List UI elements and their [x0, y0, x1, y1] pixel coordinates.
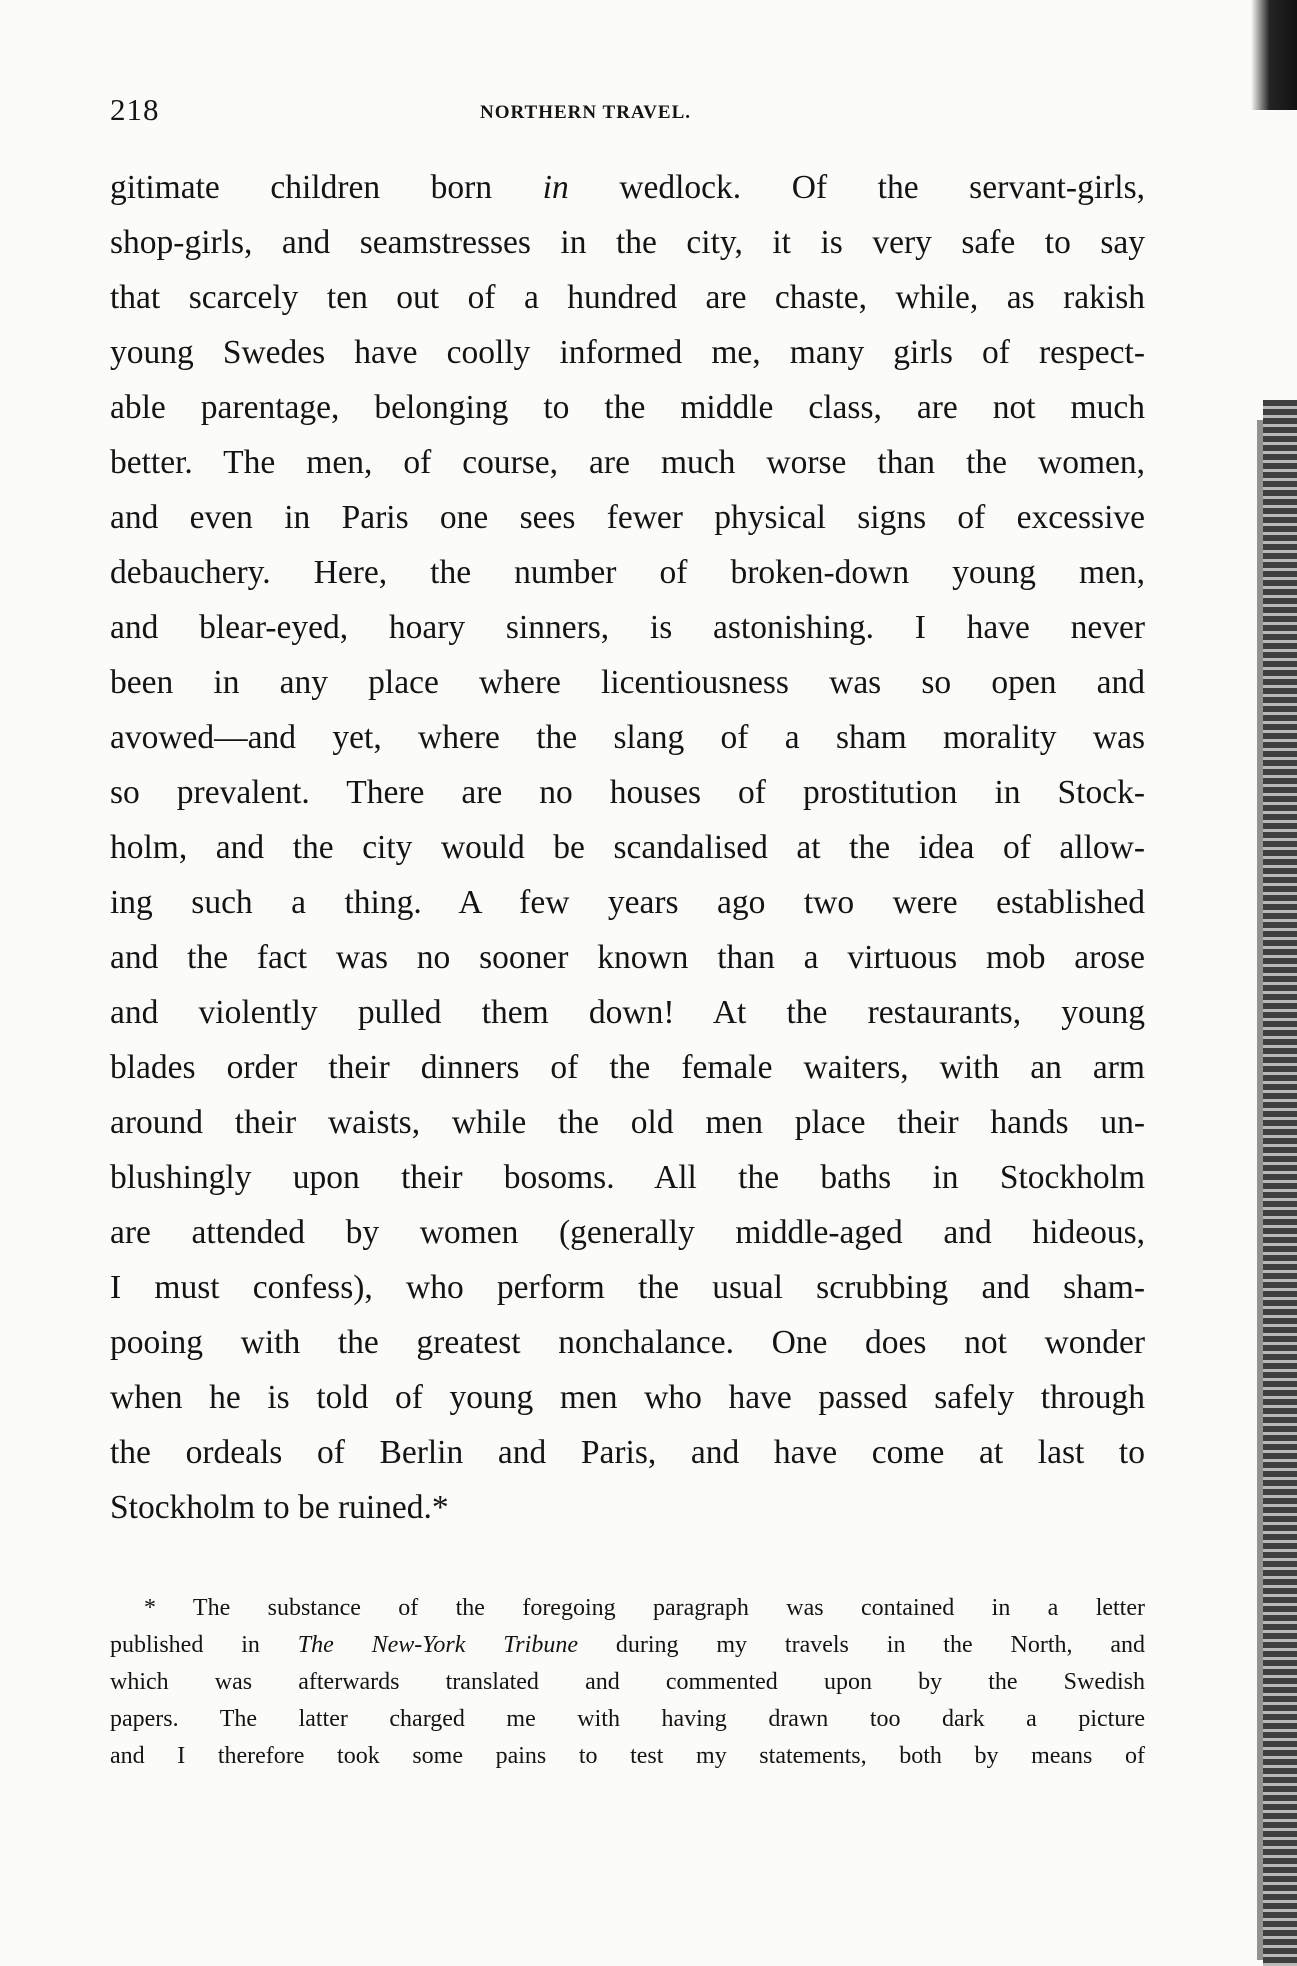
footnote-line: and I therefore took some pains to test my statements, both by means of: [110, 1743, 1145, 1769]
scan-edge-binding-inner: [1257, 420, 1263, 1960]
footnote-line: papers. The latter charged me with having drawn too dark a picture: [110, 1706, 1145, 1732]
text-line: gitimate children born in wedlock. Of the servant-girls,: [110, 169, 1145, 206]
text-line: holm, and the city would be scandalised at the idea of allow-: [110, 829, 1145, 866]
text-line: ing such a thing. A few years ago two were established: [110, 884, 1145, 921]
text-line: blades order their dinners of the female waiters, with an arm: [110, 1049, 1145, 1086]
text-line: Stockholm to be ruined.*: [110, 1489, 449, 1526]
text-line: avowed—and yet, where the slang of a sham morality was: [110, 719, 1145, 756]
text-line: and even in Paris one sees fewer physical signs of excessive: [110, 499, 1145, 536]
text-line: so prevalent. There are no houses of prostitution in Stock-: [110, 774, 1145, 811]
text-line: blushingly upon their bosoms. All the baths in Stockholm: [110, 1159, 1145, 1196]
text-line: young Swedes have coolly informed me, many girls of respect-: [110, 334, 1145, 371]
text-line: around their waists, while the old men place their hands un-: [110, 1104, 1145, 1141]
footnote-line: published in The New-York Tribune during my travels in the North, and: [110, 1632, 1146, 1658]
body-paragraph: [110, 160, 1145, 1535]
page-header: [110, 92, 1150, 132]
footnote: [110, 1590, 1145, 1775]
scan-edge-binding: [1263, 400, 1297, 1966]
text-line: been in any place where licentiousness was so open and: [110, 664, 1145, 701]
text-line: and violently pulled them down! At the restaurants, young: [110, 994, 1145, 1031]
scan-edge-shadow: [1251, 0, 1297, 110]
text-line: debauchery. Here, the number of broken-down young men,: [110, 554, 1145, 591]
text-line: that scarcely ten out of a hundred are chaste, while, as rakish: [110, 279, 1145, 316]
text-line: the ordeals of Berlin and Paris, and have come at last to: [110, 1434, 1145, 1471]
text-line: and blear-eyed, hoary sinners, is astonishing. I have never: [110, 609, 1145, 646]
footnote-newspaper-title: The New-York Tribune: [297, 1632, 578, 1658]
text-line: are attended by women (generally middle-aged and hideous,: [110, 1214, 1145, 1251]
page-number: 218: [110, 92, 160, 127]
text-line: pooing with the greatest nonchalance. One does not wonder: [110, 1324, 1145, 1361]
text-line: able parentage, belonging to the middle class, are not much: [110, 389, 1145, 426]
text-line: better. The men, of course, are much worse than the women,: [110, 444, 1145, 481]
text-line: when he is told of young men who have passed safely through: [110, 1379, 1145, 1416]
text-line: I must confess), who perform the usual scrubbing and sham-: [110, 1269, 1145, 1306]
running-head: NORTHERN TRAVEL.: [480, 102, 692, 123]
text-line: and the fact was no sooner known than a virtuous mob arose: [110, 939, 1145, 976]
text-line: shop-girls, and seamstresses in the city, it is very safe to say: [110, 224, 1145, 261]
footnote-line: * The substance of the foregoing paragraph was contained in a letter: [144, 1595, 1145, 1621]
footnote-line: which was afterwards translated and commented upon by the Swedish: [110, 1669, 1145, 1695]
